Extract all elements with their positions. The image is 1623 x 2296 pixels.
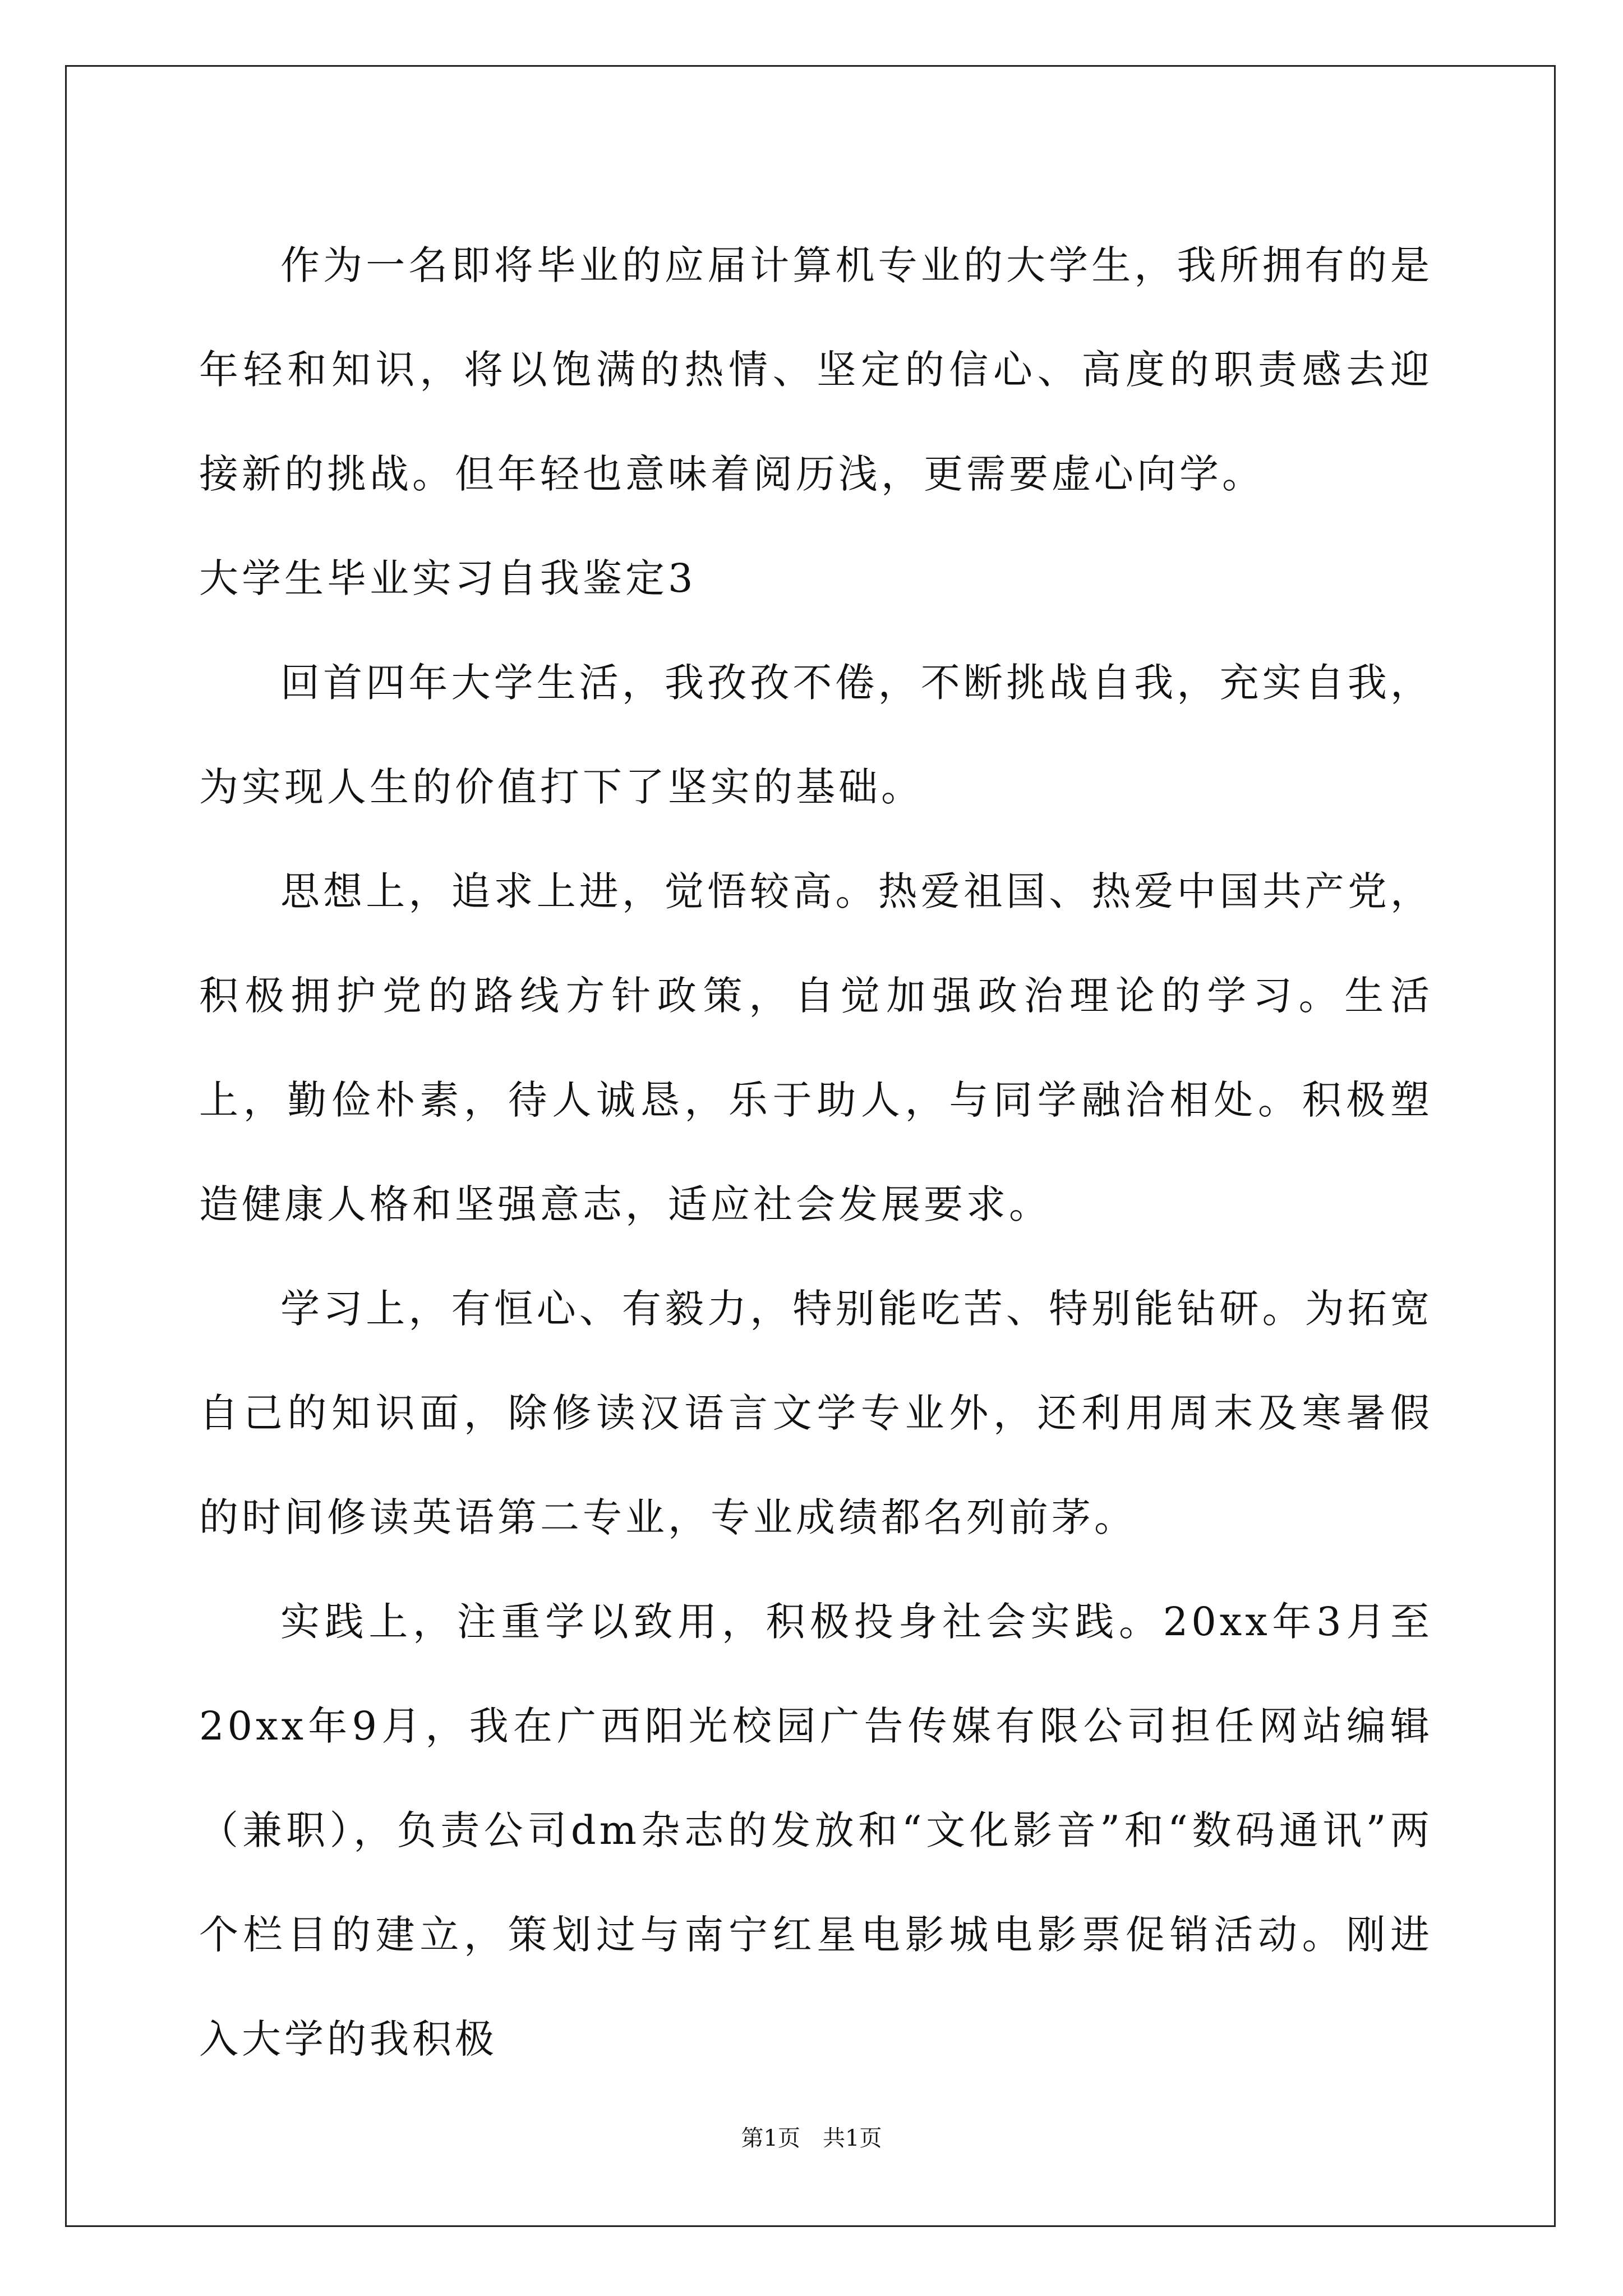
document-body [199, 213, 1433, 2091]
paragraph: 作为一名即将毕业的应届计算机专业的大学生，我所拥有的是年轻和知识，将以饱满的热情、坚定的信心、高度的职责感去迎接新的挑战。但年轻也意味着阅历浅，更需要虚心向学。 [199, 242, 1433, 497]
page-footer: 第1页 共1页 [741, 2125, 882, 2151]
paragraph: 回首四年大学生活，我孜孜不倦，不断挑战自我，充实自我，为实现人生的价值打下了坚实的基础。 [199, 660, 1433, 810]
paragraph: 思想上，追求上进，觉悟较高。热爱祖国、热爱中国共产党，积极拥护党的路线方针政策，自觉加强政治理论的学习。生活上，勤俭朴素，待人诚恳，乐于助人，与同学融洽相处。积极塑造健康人格和坚强意志，适应社会发展要求。 [199, 868, 1433, 1227]
paragraph: 学习上，有恒心、有毅力，特别能吃苦、特别能钻研。为拓宽自己的知识面，除修读汉语言文学专业外，还利用周末及寒暑假的时间修读英语第二专业，专业成绩都名列前茅。 [199, 1286, 1433, 1540]
section-heading: 大学生毕业实习自我鉴定3 [199, 555, 697, 601]
paragraph: 实践上，注重学以致用，积极投身社会实践。20xx年3月至20xx年9月，我在广西阳光校园广告传媒有限公司担任网站编辑（兼职），负责公司dm杂志的发放和“文化影音”和“数码通讯”两个栏目的建立，策划过与南宁红星电影城电影票促销活动。刚进入大学的我积极 [199, 1599, 1433, 2062]
